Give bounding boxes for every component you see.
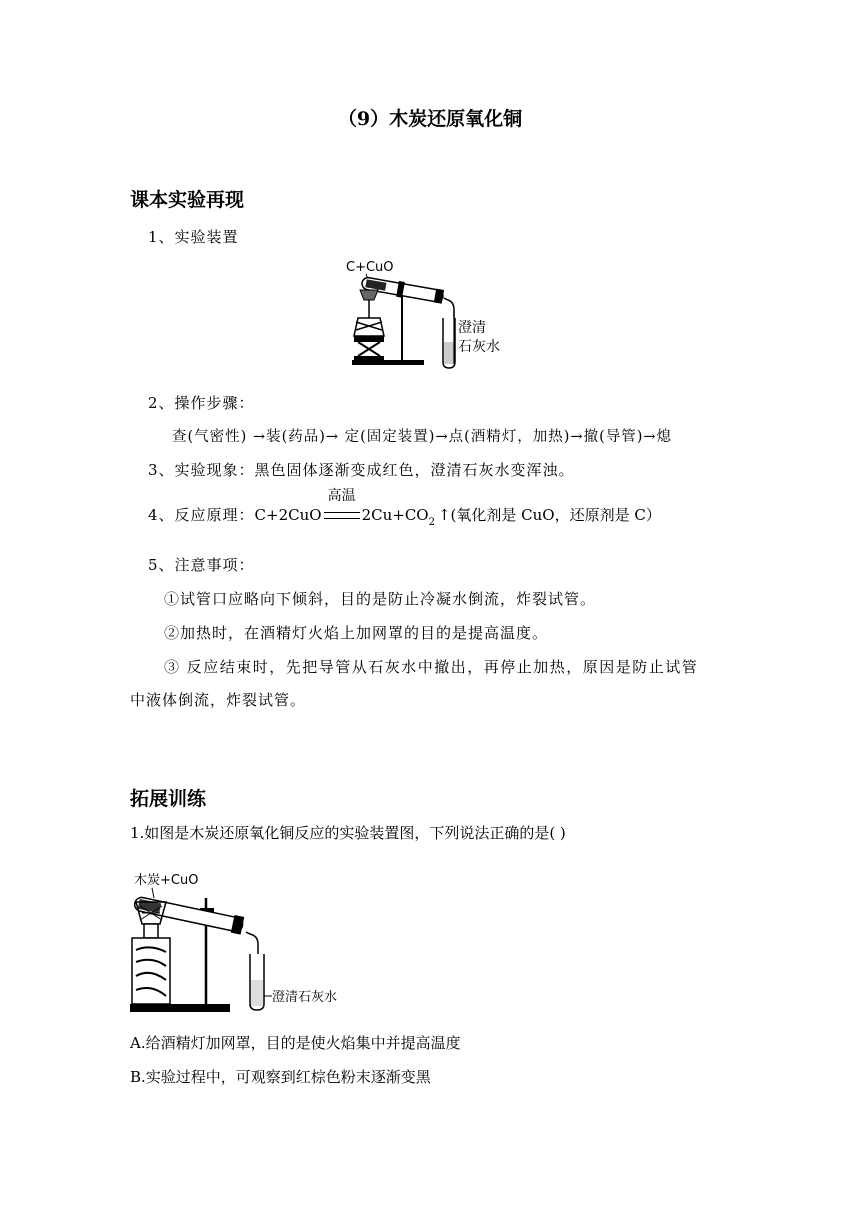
apparatus-figure-1 [340,256,500,372]
note-3-line-1: ③ 反应结束时，先把导管从石灰水中撤出，再停止加热，原因是防止试管 [164,658,699,676]
reaction-label: 4、反应原理： [148,506,255,524]
equation-subscript: 2 [428,517,435,528]
equation-condition-text: 高温 [327,488,356,504]
steps-text: 查(气密性) →装(药品)→ 定(固定装置)→点(酒精灯，加热)→撤(导管)→熄 [172,429,673,445]
fig2-label-reagent: 木炭+CuO [134,873,199,888]
note-1: ①试管口应略向下倾斜，目的是防止冷凝水倒流，炸裂试管。 [164,590,597,608]
fig1-label-reagent: C+CuO [346,260,394,275]
equation-products: 2Cu+CO [361,506,429,524]
item-reaction-principle [148,488,661,528]
fig2-label-limewater: 澄清石灰水 [272,990,338,1005]
section-heading-textbook: 课本实验再现 [130,189,245,211]
fig1-label-limewater-2: 石灰水 [458,339,500,355]
equation-condition [324,488,360,524]
option-b: B.实验过程中，可观察到红棕色粉末逐渐变黑 [130,1068,431,1086]
item-precautions: 5、注意事项： [148,556,255,574]
item-steps: 2、操作步骤： [148,394,255,412]
fig1-label-limewater-1: 澄清 [458,320,486,336]
item-apparatus: 1、实验装置 [148,228,239,246]
section-heading-practice: 拓展训练 [130,788,207,810]
apparatus-figure-2 [130,868,360,1016]
option-a: A.给酒精灯加网罩，目的是使火焰集中并提高温度 [130,1034,461,1052]
note-3-line-2: 中液体倒流，炸裂试管。 [130,691,307,709]
item-phenomenon: 3、实验现象：黑色固体逐渐变成红色，澄清石灰水变浑浊。 [148,461,575,479]
equation-reactants: C+2CuO [254,506,322,524]
page-title: （9）木炭还原氧化铜 [337,108,523,130]
equation-note: ↑(氧化剂是 CuO，还原剂是 C） [437,506,661,524]
question-1: 1.如图是木炭还原氧化铜反应的实验装置图，下列说法正确的是( ) [130,824,566,842]
note-2: ②加热时，在酒精灯火焰上加网罩的目的是提高温度。 [164,624,549,642]
